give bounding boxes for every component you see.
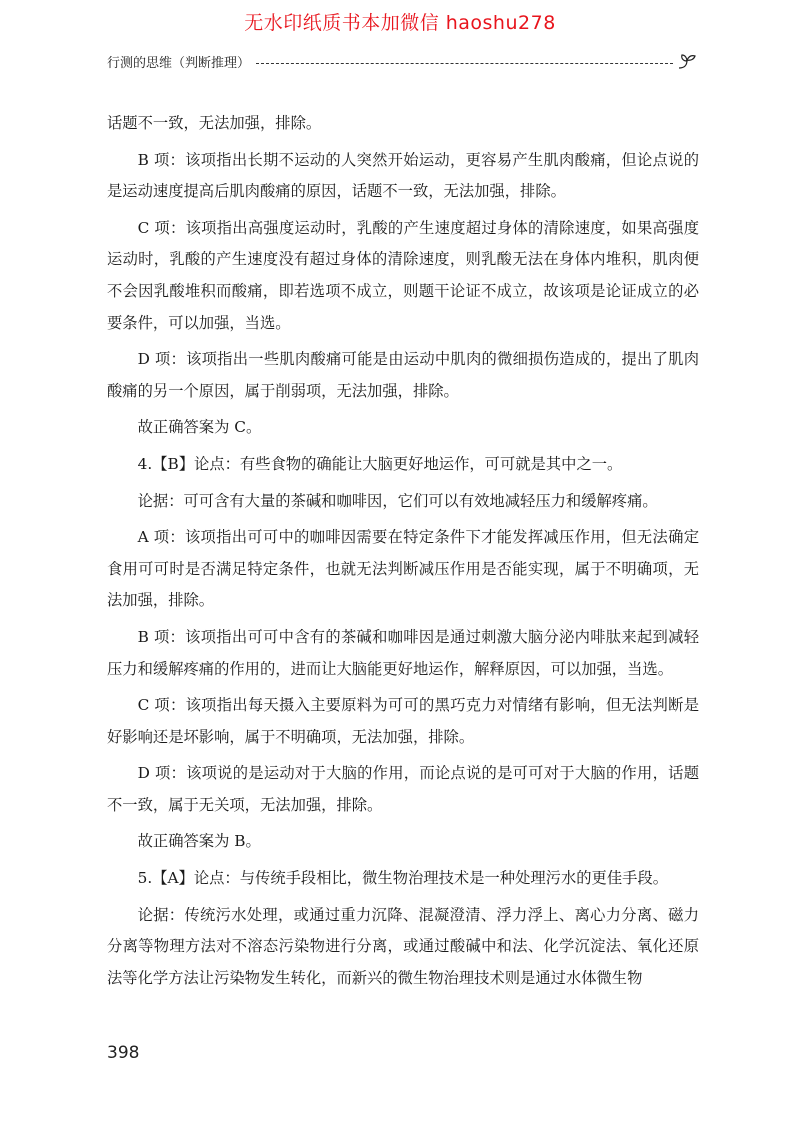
paragraph: B 项：该项指出可可中含有的茶碱和咖啡因是通过刺激大脑分泌内啡肽来起到减轻压力和缓解疼痛的作用的，进而让大脑能更好地运作，解释原因，可以加强，当选。 bbox=[107, 627, 699, 678]
paragraph: 话题不一致，无法加强，排除。 bbox=[107, 114, 322, 132]
page-number: 398 bbox=[107, 1043, 140, 1063]
body-text bbox=[107, 108, 699, 999]
paragraph: 论据：可可含有大量的茶碱和咖啡因，它们可以有效地减轻压力和缓解疼痛。 bbox=[137, 491, 658, 510]
header-dashed-rule bbox=[256, 63, 673, 64]
paragraph: A 项：该项指出可可中的咖啡因需要在特定条件下才能发挥减压作用，但无法确定食用可可时是否满足特定条件，也就无法判断减压作用是否能实现，属于不明确项，无法加强，排除。 bbox=[107, 528, 699, 610]
paragraph: 故正确答案为 C。 bbox=[137, 418, 262, 437]
paragraph: 论据：传统污水处理，或通过重力沉降、混凝澄清、浮力浮上、离心力分离、磁力分离等物理方法对不溶态污染物进行分离，或通过酸碱中和法、化学沉淀法、氧化还原法等化学方法让污染物发生转化，而新兴的微生物治理技术则是通过水体微生物 bbox=[107, 905, 699, 987]
paragraph: 故正确答案为 B。 bbox=[137, 832, 261, 851]
running-header bbox=[107, 50, 697, 72]
paragraph: C 项：该项指出高强度运动时，乳酸的产生速度超过身体的清除速度，如果高强度运动时，乳酸的产生速度没有超过身体的清除速度，则乳酸无法在身体内堆积，肌肉便不会因乳酸堆积而酸痛，即若选项不成立，则题干论证不成立，故该项是论证成立的必要条件，可以加强，当选。 bbox=[107, 218, 699, 332]
paragraph: B 项：该项指出长期不运动的人突然开始运动，更容易产生肌肉酸痛，但论点说的是运动速度提高后肌肉酸痛的原因，话题不一致，无法加强，排除。 bbox=[107, 150, 699, 201]
paragraph: D 项：该项说的是运动对于大脑的作用，而论点说的是可可对于大脑的作用，话题不一致，属于无关项，无法加强，排除。 bbox=[107, 764, 699, 814]
paragraph: 5.【A】论点：与传统手段相比，微生物治理技术是一种处理污水的更佳手段。 bbox=[137, 869, 669, 888]
running-header-title: 行测的思维（判断推理） bbox=[107, 55, 251, 71]
paragraph: C 项：该项指出每天摄入主要原料为可可的黑巧克力对情绪有影响，但无法判断是好影响还是坏影响，属于不明确项，无法加强，排除。 bbox=[107, 696, 699, 746]
paragraph: 4.【B】论点：有些食物的确能让大脑更好地运作，可可就是其中之一。 bbox=[137, 454, 623, 473]
paragraph: D 项：该项指出一些肌肉酸痛可能是由运动中肌肉的微细损伤造成的，提出了肌肉酸痛的另一个原因，属于削弱项，无法加强，排除。 bbox=[107, 350, 699, 400]
sprout-icon bbox=[675, 50, 697, 72]
watermark-text: 无水印纸质书本加微信 haoshu278 bbox=[244, 12, 556, 34]
